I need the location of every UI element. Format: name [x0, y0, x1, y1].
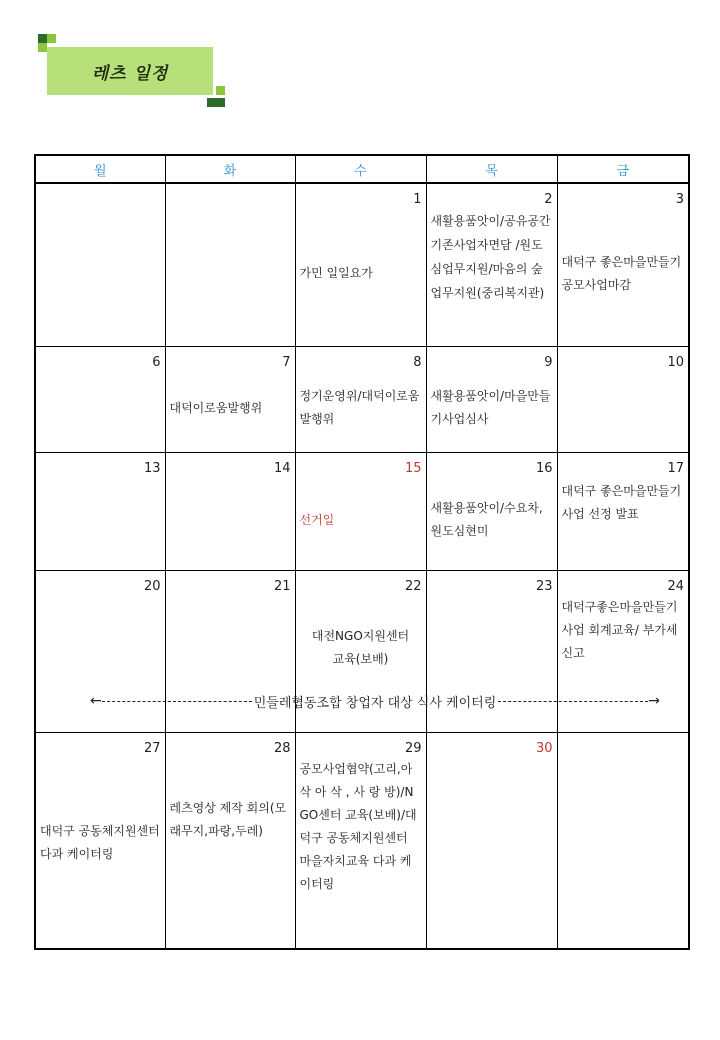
day-cell — [295, 183, 426, 346]
week-row — [35, 732, 689, 949]
day-events: 가민 일일요가 — [299, 266, 373, 281]
day-events: 대전NGO지원센터 교육(보배) — [311, 628, 410, 666]
day-events: 대덕구 좋은마을만들기 사업 선정 발표 — [561, 483, 682, 521]
day-number — [558, 733, 689, 740]
title-badge — [47, 47, 213, 95]
weekday-mon: 월 — [35, 155, 165, 183]
day-cell — [295, 452, 426, 570]
day-cell — [426, 732, 557, 949]
day-number: 23 — [535, 578, 553, 594]
day-cell — [426, 183, 557, 346]
day-cell — [165, 452, 295, 570]
day-events: 공모사업협약(고리,아 삭 아 삭 , 사 랑 방)/NGO센터 교육(보배)/대덕구 공동체지원센터 마을자치교육 다과 케이터링 — [299, 761, 417, 891]
spanning-event-text: 민들레협동조합 창업자 대상 식사 케이터링 — [253, 695, 497, 711]
calendar-table — [34, 154, 690, 950]
day-cell — [557, 183, 689, 346]
day-number: 7 — [282, 354, 291, 370]
day-number: 3 — [675, 192, 684, 207]
day-number: 2 — [544, 192, 553, 207]
day-cell — [557, 346, 689, 452]
day-cell — [35, 452, 165, 570]
left-arrow-icon: ← — [90, 693, 102, 709]
day-events: 레츠영상 제작 회의(모래무지,파랑,두레) — [169, 800, 287, 838]
weekday-wed: 수 — [295, 155, 426, 183]
day-number: 17 — [667, 460, 684, 476]
day-number: 24 — [667, 578, 684, 594]
day-cell — [557, 732, 689, 949]
day-number: 6 — [152, 354, 161, 370]
decor-square-dark — [38, 34, 47, 43]
day-cell — [557, 452, 689, 570]
day-cell — [295, 346, 426, 452]
day-cell — [35, 732, 165, 949]
day-cell — [35, 183, 165, 346]
day-number: 27 — [143, 740, 161, 756]
day-number-holiday: 15 — [404, 460, 422, 476]
holiday-event: 선거일 — [299, 512, 335, 527]
day-number: 10 — [667, 354, 684, 370]
decor-square-dark — [216, 98, 225, 107]
day-events: 대덕구 공동체지원센터 다과 케이터링 — [40, 823, 160, 861]
day-number: 20 — [143, 578, 161, 594]
day-number-holiday: 30 — [535, 740, 553, 756]
day-cell — [426, 346, 557, 452]
day-number: 13 — [143, 460, 161, 476]
day-events: 새활용품앗이/공유공간기존사업자면담 /원도심업무지원/마음의 숲 업무지원(중리복지관) — [430, 214, 551, 300]
day-events: 대덕이로움발행위 — [169, 400, 263, 415]
dashed-line — [498, 701, 648, 702]
decor-square-light — [47, 34, 56, 43]
week-row — [35, 452, 689, 570]
page-title: 레츠 일정 — [91, 63, 169, 84]
day-number: 29 — [404, 740, 422, 756]
day-events: 대덕구 좋은마을만들기 공모사업마감 — [561, 254, 682, 292]
day-number — [36, 184, 165, 191]
day-number: 8 — [413, 354, 422, 370]
day-cell — [295, 732, 426, 949]
day-cell — [165, 732, 295, 949]
day-number: 9 — [544, 354, 553, 370]
weekday-thu: 목 — [426, 155, 557, 183]
week-row — [35, 346, 689, 452]
day-cell — [165, 346, 295, 452]
day-number — [166, 184, 295, 191]
weekday-fri: 금 — [557, 155, 689, 183]
dashed-line — [102, 701, 252, 702]
weekday-header-row — [35, 155, 689, 183]
day-number: 28 — [273, 740, 291, 756]
day-events: 정기운영위/대덕이로움발행위 — [299, 389, 420, 426]
decor-square-dark — [207, 98, 216, 107]
day-number: 16 — [535, 460, 553, 476]
day-number: 22 — [404, 578, 422, 594]
day-cell — [426, 452, 557, 570]
decor-square-light — [38, 43, 47, 52]
day-events: 새활용품앗이/마을만들기사업심사 — [430, 389, 551, 426]
day-number: 1 — [413, 192, 422, 207]
day-events: 새활용품앗이/수요차,원도심현미 — [430, 501, 543, 538]
decor-square-light — [216, 86, 225, 95]
day-events: 대덕구좋은마을만들기사업 회계교육/ 부가세 신고 — [561, 599, 678, 660]
day-number: 14 — [273, 460, 291, 476]
day-cell — [165, 183, 295, 346]
day-cell — [35, 346, 165, 452]
weekday-tue: 화 — [165, 155, 295, 183]
right-arrow-icon: → — [648, 693, 661, 709]
spanning-event — [90, 690, 660, 712]
week-row — [35, 183, 689, 346]
day-number: 21 — [273, 578, 291, 594]
